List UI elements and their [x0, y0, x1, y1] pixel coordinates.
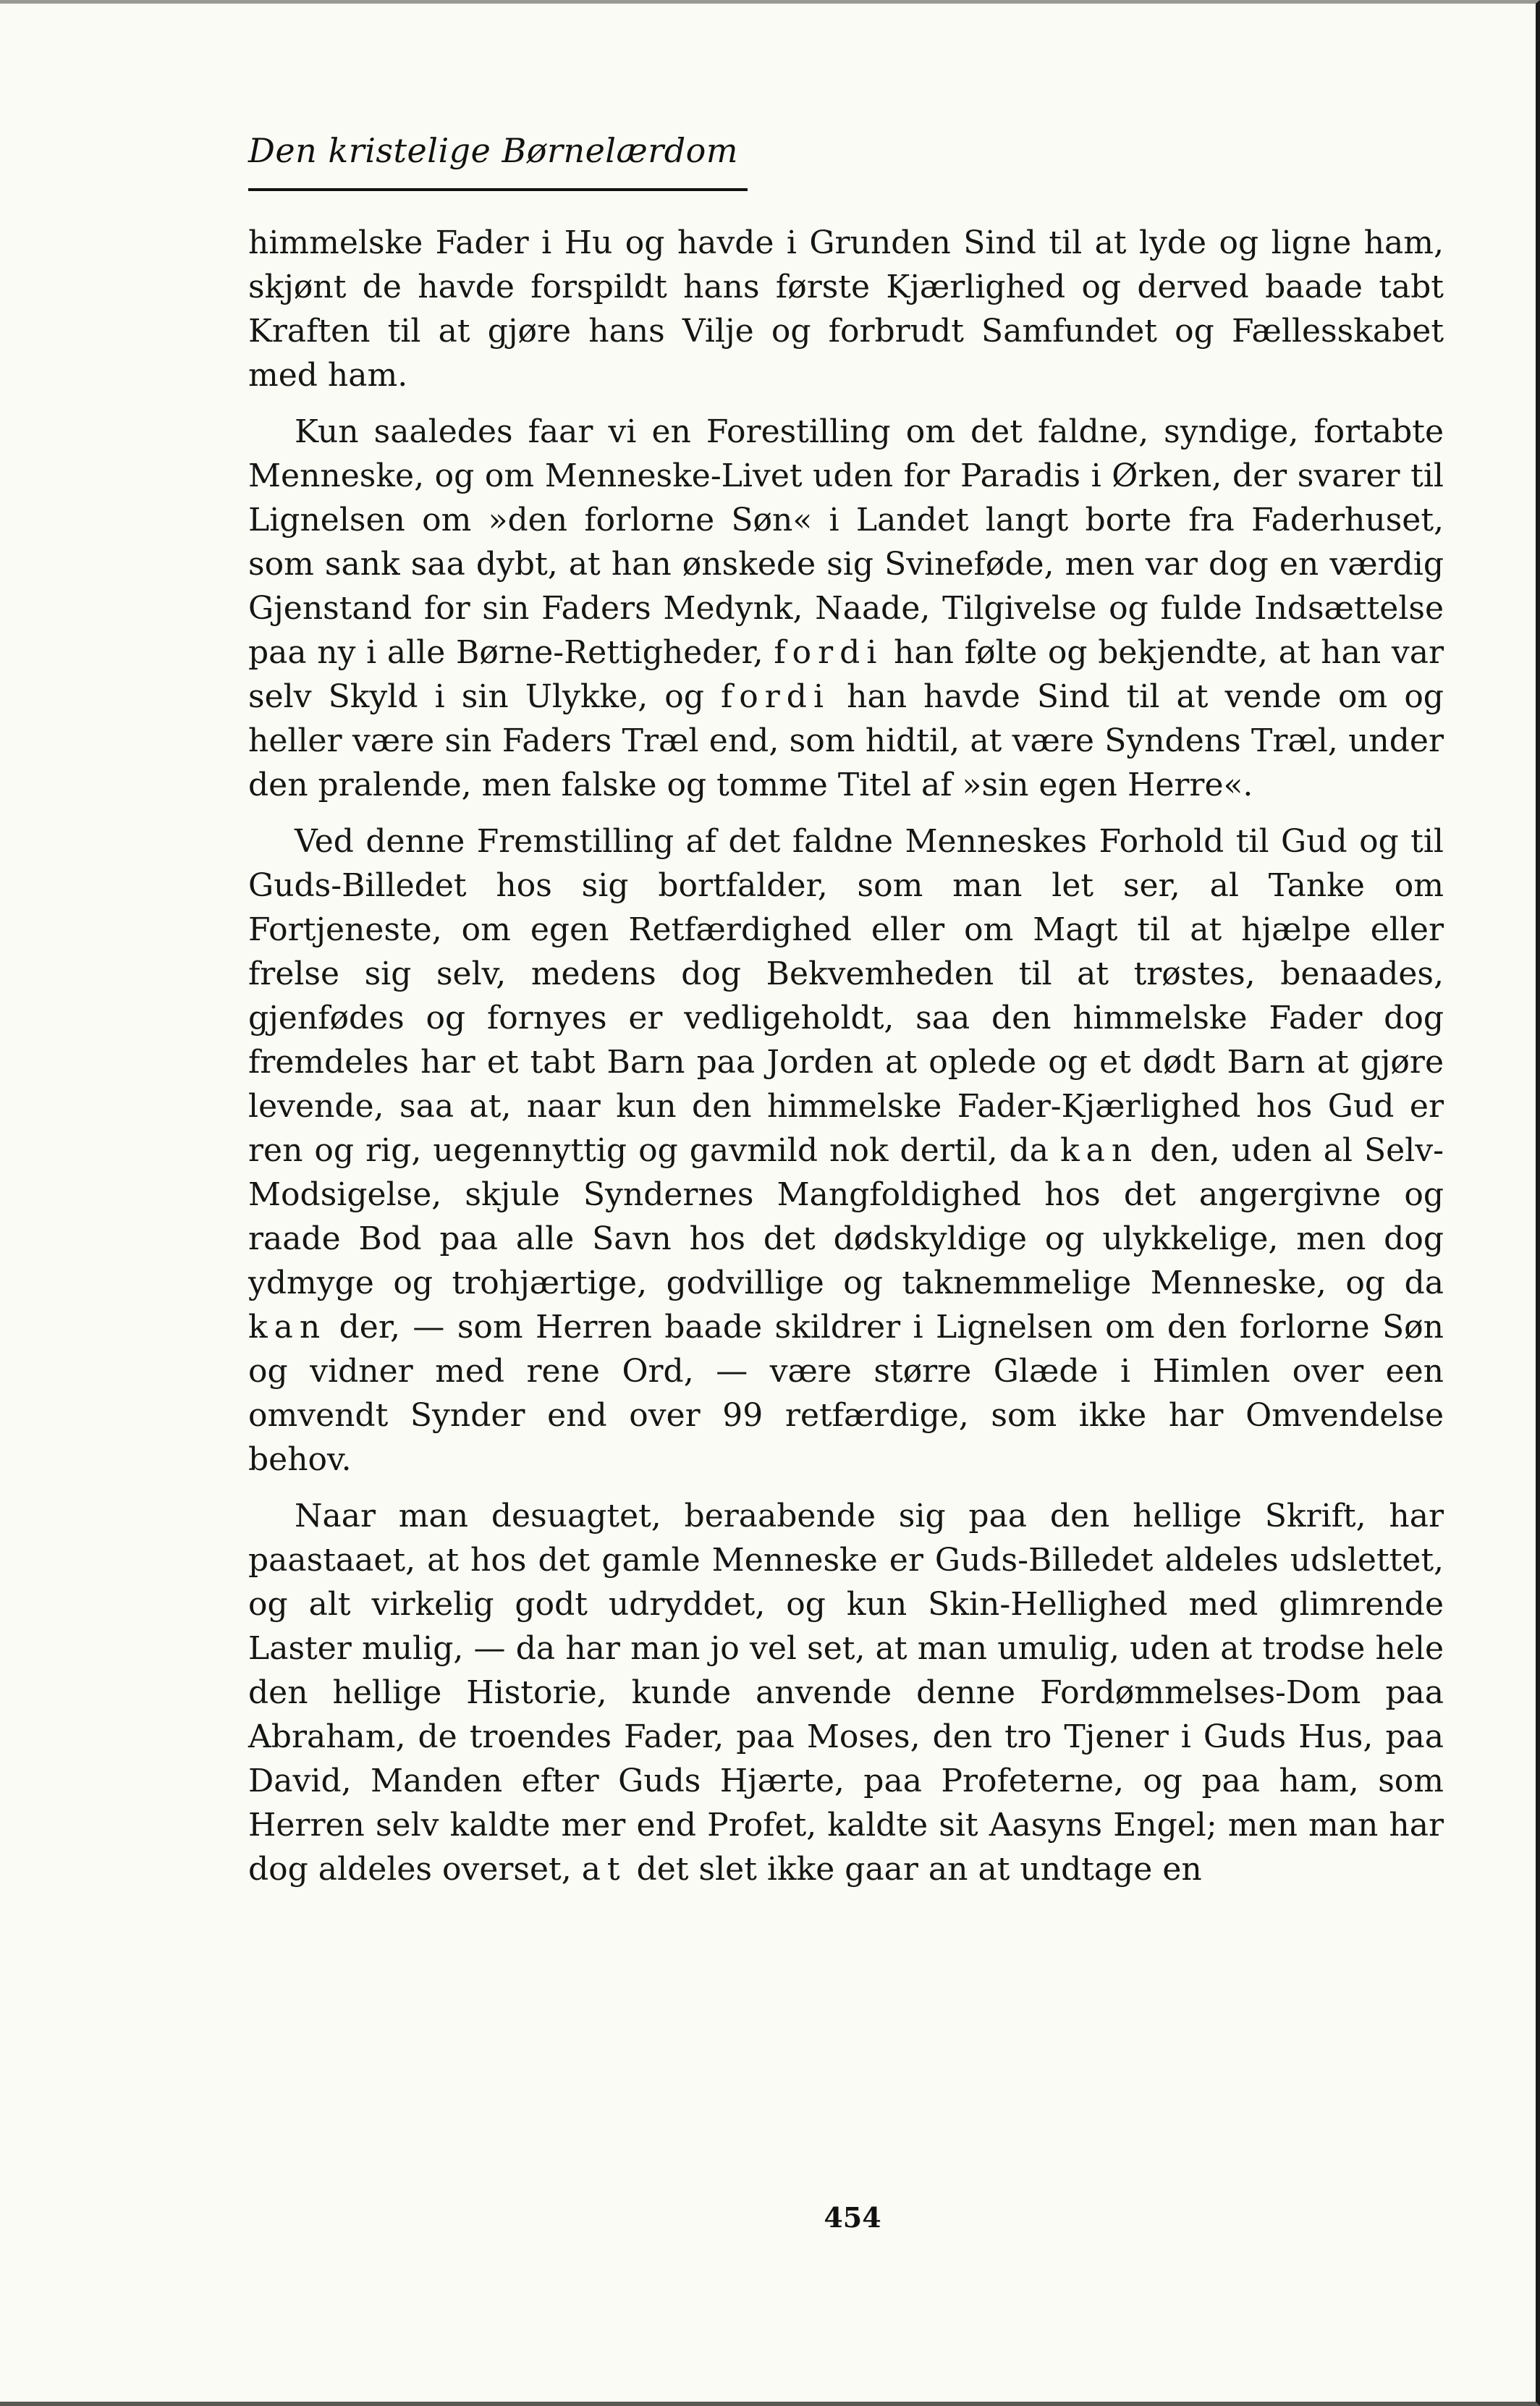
paragraph-3-emphasis-kan-2: kan: [248, 1309, 327, 1346]
body-text: [248, 221, 1444, 1891]
paragraph-3-text-e: der, — som Herren baade skildrer i Lignelsen om den forlorne Søn og vidner med rene Ord, — være større Glæde i Himlen over een omvendt Synder end over 99 retfærdige, som ikke har Omvendelse behov.: [248, 1309, 1444, 1478]
running-head-rule: [248, 188, 748, 191]
paragraph-2-emphasis-fordi-1: fordi: [774, 634, 884, 671]
paragraph-4-emphasis-at: at: [581, 1851, 627, 1888]
paragraph-1-text: himmelske Fader i Hu og havde i Grunden Sind til at lyde og ligne ham, skjønt de havde forspildt hans første Kjærlighed og derved baade tabt Kraften til at gjøre hans Vilje og forbrudt Samfundet og Fællesskabet med ham.: [248, 224, 1444, 394]
paragraph-3: [248, 819, 1444, 1482]
paragraph-2-text-a: Kun saaledes faar vi en Forestilling om det faldne, syndige, fortabte Menneske, og om Menneske-Livet uden for Paradis i Ørken, der svarer til Lignelsen om »den forlorne Søn« i Landet langt borte fra Faderhuset, som sank saa dybt, at han ønskede sig Svineføde, men var dog en værdig Gjenstand for sin Faders Medynk, Naade, Tilgivelse og fulde Indsættelse paa ny i alle Børne-Rettigheder,: [248, 413, 1444, 671]
paragraph-2: [248, 410, 1444, 807]
paragraph-3-emphasis-kan-1: kan: [1060, 1132, 1139, 1169]
paragraph-2-text-c: han følte og bekjendte, at han var selv Skyld i sin Ulykke, og: [248, 634, 1444, 715]
paragraph-3-text-a: Ved denne Fremstilling af det faldne Menneskes Forhold til Gud og til Guds-Billedet hos sig bortfalder, som man let ser, al Tanke om Fortjeneste, om egen Retfærdighed eller om Magt til at hjælpe eller frelse sig selv, medens dog Bekvemheden til at trøstes, benaades, gjenfødes og fornyes er vedligeholdt, saa den himmelske Fader dog fremdeles har et tabt Barn paa Jorden at oplede og et dødt Barn at gjøre levende, saa at, naar kun den himmelske Fader-Kjærlighed hos Gud er ren og rig, uegennyttig og gavmild nok dertil, da: [248, 823, 1444, 1169]
running-head: Den kristelige Børnelærdom: [248, 131, 738, 170]
paragraph-4: [248, 1494, 1444, 1891]
page-number: 454: [824, 2201, 881, 2234]
paragraph-4-text-a: Naar man desuagtet, beraabende sig paa den hellige Skrift, har paastaaet, at hos det gamle Menneske er Guds-Billedet aldeles udslettet, og alt virkelig godt udryddet, og kun Skin-Hellighed med glimrende Laster mulig, — da har man jo vel set, at man umulig, uden at trodse hele den hellige Historie, kunde anvende denne Fordømmelses-Dom paa Abraham, de troendes Fader, paa Moses, den tro Tjener i Guds Hus, paa David, Manden efter Guds Hjærte, paa Profeterne, og paa ham, som Herren selv kaldte mer end Profet, kaldte sit Aasyns Engel; men man har dog aldeles overset,: [248, 1498, 1444, 1888]
paragraph-2-text-e: han havde Sind til at vende om og heller være sin Faders Træl end, som hidtil, at være Syndens Træl, under den pralende, men falske og tomme Titel af »sin egen Herre«.: [248, 678, 1444, 803]
paragraph-4-text-c: det slet ikke gaar an at undtage en: [636, 1851, 1202, 1888]
paragraph-2-emphasis-fordi-2: fordi: [721, 678, 831, 715]
paragraph-3-text-c: den, uden al Selv-Modsigelse, skjule Syndernes Mangfoldighed hos det angergivne og raade Bod paa alle Savn hos det dødskyldige og ulykkelige, men dog ydmyge og trohjærtige, godvillige og taknemmelige Menneske, og da: [248, 1132, 1444, 1301]
paragraph-1: [248, 221, 1444, 397]
